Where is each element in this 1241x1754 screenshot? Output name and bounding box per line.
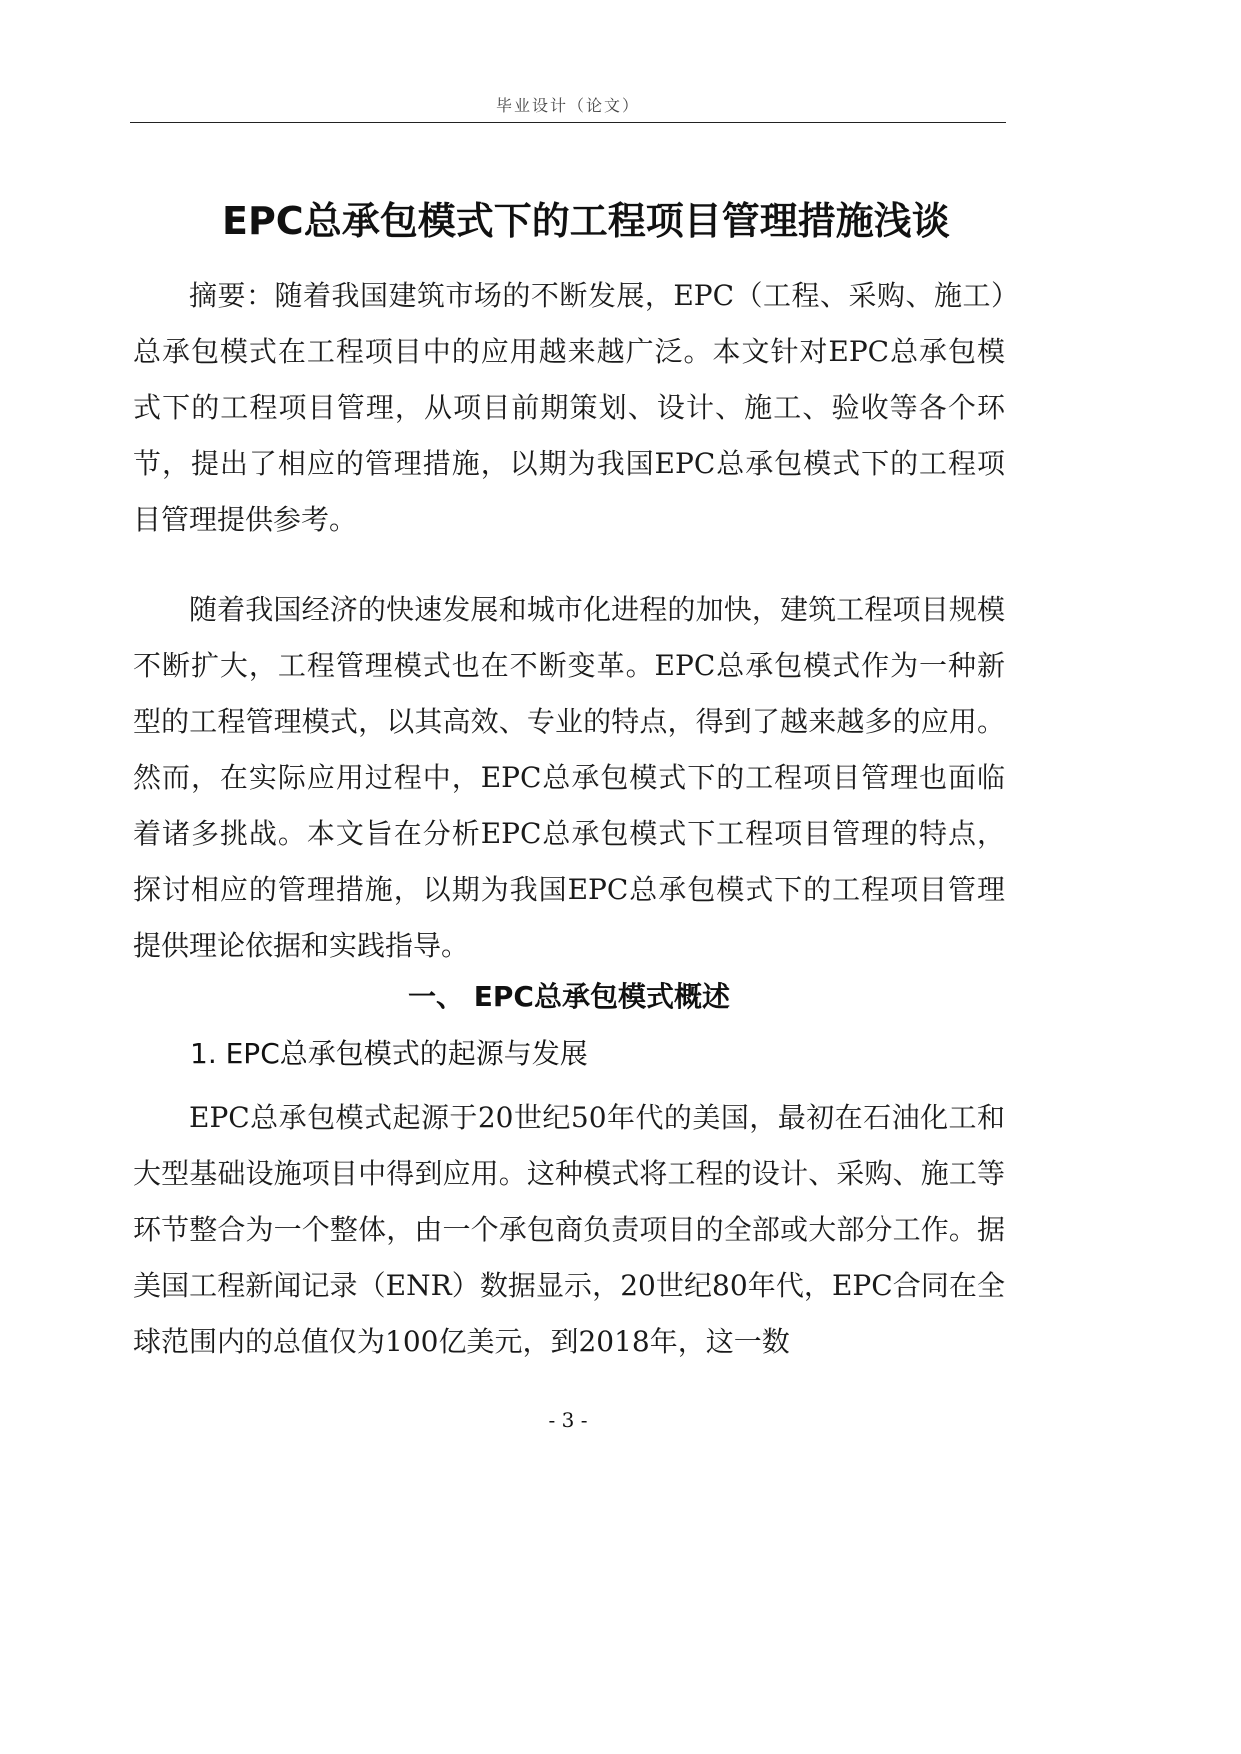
section-heading: 一、 EPC总承包模式概述: [408, 980, 730, 1013]
abstract-paragraph: 摘要：随着我国建筑市场的不断发展，EPC（工程、采购、施工）总承包模式在工程项目中的应用越来越广泛。本文针对EPC总承包模式下的工程项目管理，从项目前期策划、设计、施工、验收等各个环节，提出了相应的管理措施，以期为我国EPC总承包模式下的工程项目管理提供参考。: [133, 279, 1005, 536]
header-divider: [130, 122, 1006, 123]
running-header: 毕业设计（论文）: [495, 96, 640, 115]
page-number: - 3 -: [548, 1408, 588, 1432]
introduction-paragraph: 随着我国经济的快速发展和城市化进程的加快，建筑工程项目规模不断扩大，工程管理模式也在不断变革。EPC总承包模式作为一种新型的工程管理模式，以其高效、专业的特点，得到了越来越多的应用。然而，在实际应用过程中，EPC总承包模式下的工程项目管理也面临着诸多挑战。本文旨在分析EPC总承包模式下工程项目管理的特点，探讨相应的管理措施，以期为我国EPC总承包模式下的工程项目管理提供理论依据和实践指导。: [133, 593, 1005, 962]
subsection-heading: 1. EPC总承包模式的起源与发展: [190, 1037, 588, 1070]
subsection-body-paragraph: EPC总承包模式起源于20世纪50年代的美国，最初在石油化工和大型基础设施项目中得到应用。这种模式将工程的设计、采购、施工等环节整合为一个整体，由一个承包商负责项目的全部或大部分工作。据美国工程新闻记录（ENR）数据显示，20世纪80年代，EPC合同在全球范围内的总值仅为100亿美元，到2018年，这一数: [133, 1101, 1005, 1358]
document-title: EPC总承包模式下的工程项目管理措施浅谈: [222, 199, 950, 244]
